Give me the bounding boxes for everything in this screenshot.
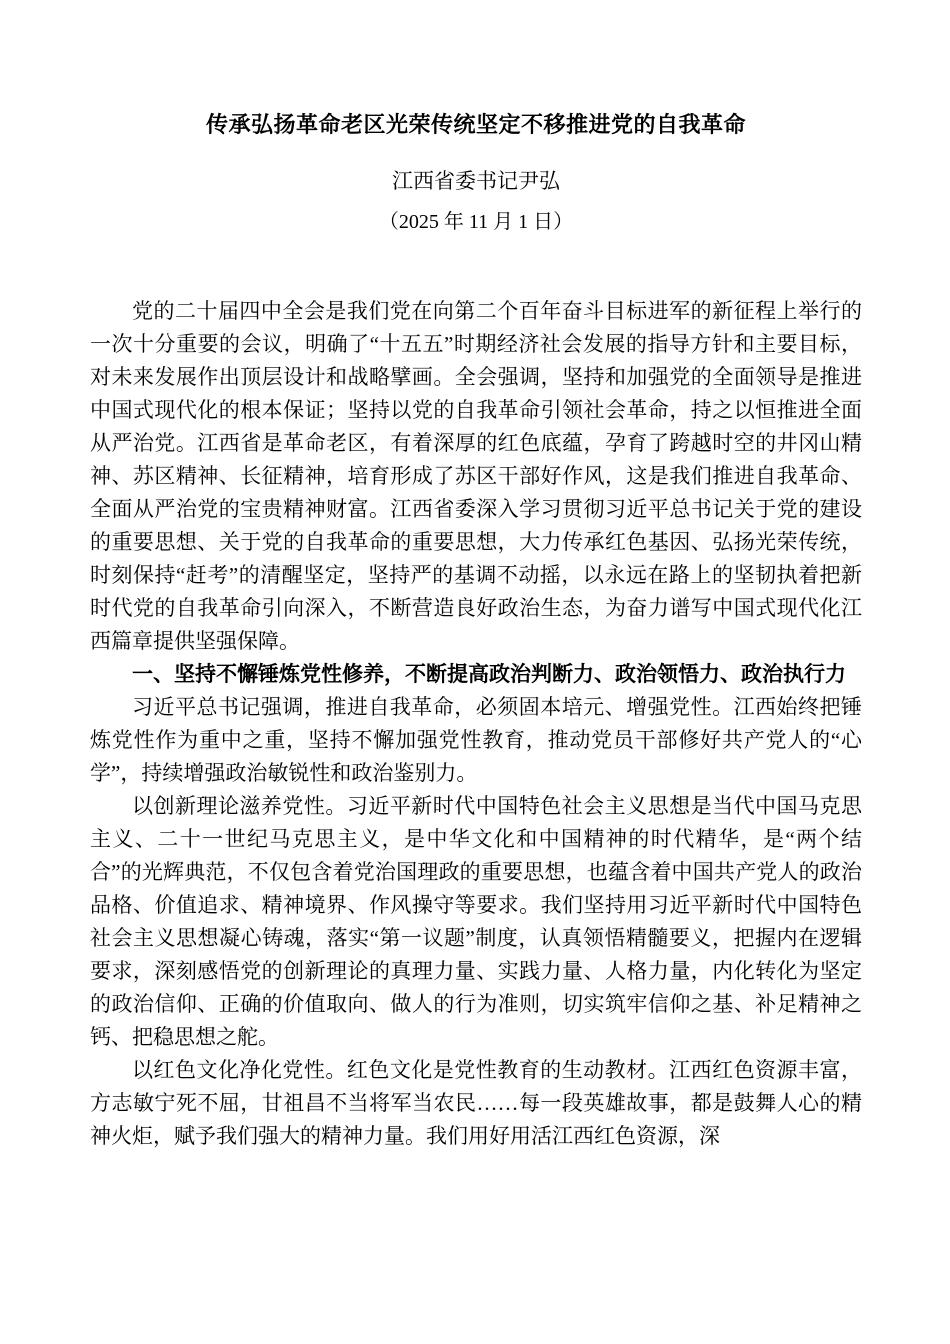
paragraph-section1-lead: 习近平总书记强调，推进自我革命，必须固本培元、增强党性。江西始终把锤炼党性作为重中之重，坚持不懈加强党性教育，推动党员干部修好共产党人的“心学”，持续增强政治敏锐性和政治鉴别力。 xyxy=(90,695,862,785)
document-title: 传承弘扬革命老区光荣传统坚定不移推进党的自我革命 xyxy=(205,112,746,137)
paragraph-intro: 党的二十届四中全会是我们党在向第二个百年奋斗目标进军的新征程上举行的一次十分重要的会议，明确了“十五五”时期经济社会发展的指导方针和主要目标，对未来发展作出顶层设计和战略擘画。全会强调，坚持和加强党的全面领导是推进中国式现代化的根本保证；坚持以党的自我革命引领社会革命，持之以恒推进全面从严治党。江西省是革命老区，有着深厚的红色底蕴，孕育了跨越时空的井冈山精神、苏区精神、长征精神，培育形成了苏区干部好作风，这是我们推进自我革命、全面从严治党的宝贵精神财富。江西省委深入学习贯彻习近平总书记关于党的建设的重要思想、关于党的自我革命的重要思想，大力传承红色基因、弘扬光荣传统，时刻保持“赶考”的清醒坚定，坚持严的基调不动摇，以永远在路上的坚韧执着把新时代党的自我革命引向深入，不断营造良好政治生态，为奋力谱写中国式现代化江西篇章提供坚强保障。 xyxy=(90,299,862,653)
document-author: 江西省委书记尹弘 xyxy=(392,169,560,193)
paragraph-theory-cultivation: 以创新理论滋养党性。习近平新时代中国特色社会主义思想是当代中国马克思主义、二十一世纪马克思主义，是中华文化和中国精神的时代精华，是“两个结合”的光辉典范，不仅包含着党治国理政的重要思想，也蕴含着中国共产党人的政治品格、价值追求、精神境界、作风操守等要求。我们坚持用习近平新时代中国特色社会主义思想凝心铸魂，落实“第一议题”制度，认真领悟精髓要义，把握内在逻辑要求，深刻感悟党的创新理论的真理力量、实践力量、人格力量，内化转化为坚定的政治信仰、正确的价值取向、做人的行为准则，切实筑牢信仰之基、补足精神之钙、把稳思想之舵。 xyxy=(90,794,862,1049)
section-heading-1: 一、坚持不懈锤炼党性修养，不断提高政治判断力、政治领悟力、政治执行力 xyxy=(132,662,846,686)
document-date: （2025 年 11 月 1 日） xyxy=(378,211,574,233)
paragraph-red-culture: 以红色文化净化党性。红色文化是党性教育的生动教材。江西红色资源丰富，方志敏宁死不屈，甘祖昌不当将军当农民……每一段英雄故事，都是鼓舞人心的精神火炬，赋予我们强大的精神力量。我们用好用活江西红色资源，深 xyxy=(90,1058,862,1148)
